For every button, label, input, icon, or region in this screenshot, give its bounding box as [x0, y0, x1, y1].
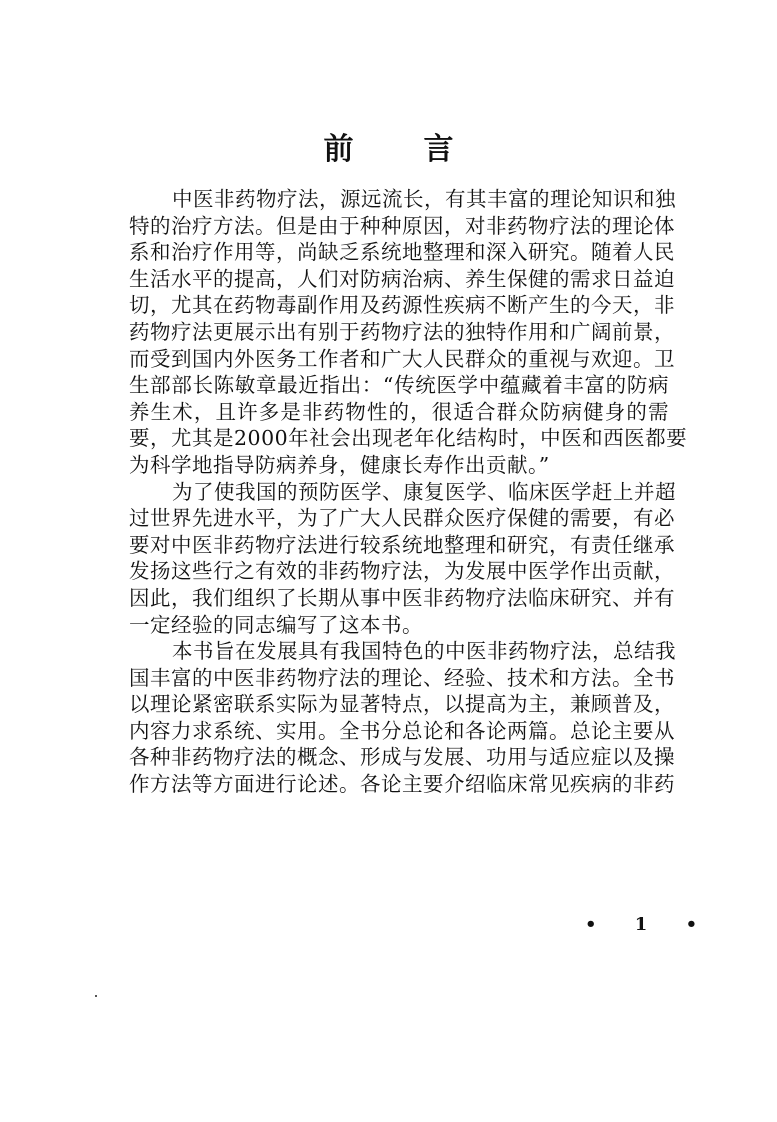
text-line: 为科学地指导防病养身，健康长寿作出贡献。”	[129, 452, 550, 477]
title-char-2: 言	[423, 132, 454, 167]
text-line: 以理论紧密联系实际为显著特点，以提高为主，兼顾普及，	[129, 692, 675, 717]
text-line: 切，尤其在药物毒副作用及药源性疾病不断产生的今天，非	[129, 293, 675, 318]
text-line: 各种非药物疗法的概念、形成与发展、功用与适应症以及操	[129, 745, 675, 770]
page-number: • 1 •	[585, 914, 714, 935]
text-line: 中医非药物疗法，源远流长，有其丰富的理论知识和独	[172, 187, 676, 211]
preface-body	[129, 186, 688, 798]
scan-speck	[95, 995, 97, 997]
text-line: 作方法等方面进行论述。各论主要介绍临床常见疾病的非药	[129, 772, 675, 797]
text-line: 生活水平的提高，人们对防病治病、养生保健的需求日益迫	[129, 266, 675, 291]
text-line: 国丰富的中医非药物疗法的理论、经验、技术和方法。全书	[129, 665, 675, 690]
text-line: 发扬这些行之有效的非药物疗法，为发展中医学作出贡献，	[129, 559, 675, 584]
text-line: 系和治疗作用等，尚缺乏系统地整理和深入研究。随着人民	[129, 240, 675, 265]
page-title	[0, 124, 777, 168]
text-line: 而受到国内外医务工作者和广大人民群众的重视与欢迎。卫	[129, 346, 675, 371]
title-char-1: 前	[323, 132, 354, 167]
text-line: 药物疗法更展示出有别于药物疗法的独特作用和广阔前景，	[129, 319, 675, 344]
text-line: 要，尤其是2000年社会出现老年化结构时，中医和西医都要	[129, 426, 688, 451]
text-line: 因此，我们组织了长期从事中医非药物疗法临床研究、并有	[129, 585, 675, 610]
text-line: 过世界先进水平，为了广大人民群众医疗保健的需要，有必	[129, 506, 675, 531]
text-line: 为了使我国的预防医学、康复医学、临床医学赶上并超	[172, 479, 676, 504]
text-line: 内容力求系统、实用。全书分总论和各论两篇。总论主要从	[129, 718, 675, 743]
text-line: 一定经验的同志编写了这本书。	[129, 612, 423, 637]
text-line: 生部部长陈敏章最近指出：“传统医学中蕴藏着丰富的防病	[129, 373, 669, 398]
text-line: 养生术，且许多是非药物性的，很适合群众防病健身的需	[129, 399, 669, 424]
text-line: 特的治疗方法。但是由于种种原因，对非药物疗法的理论体	[129, 213, 675, 238]
text-line: 要对中医非药物疗法进行较系统地整理和研究，有责任继承	[129, 532, 675, 557]
text-line: 本书旨在发展具有我国特色的中医非药物疗法，总结我	[172, 639, 676, 664]
